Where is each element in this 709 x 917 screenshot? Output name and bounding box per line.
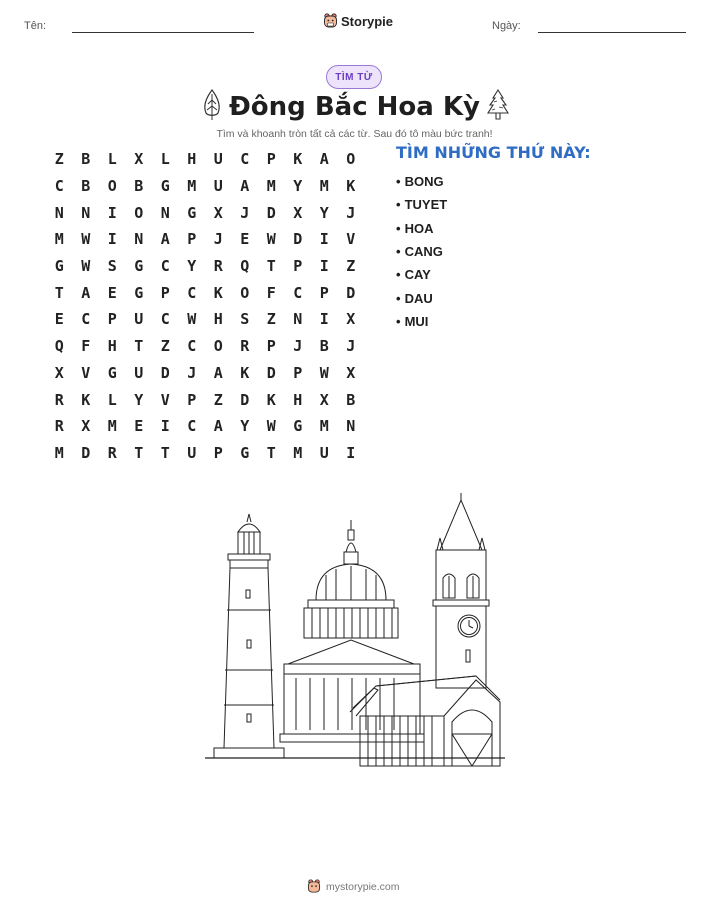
grid-letter: V [160, 390, 170, 409]
grid-letter: U [134, 363, 144, 382]
grid-letter: K [240, 363, 250, 382]
grid-letter: U [213, 150, 223, 169]
grid-letter: T [54, 283, 64, 302]
brand-name: Storypie [341, 14, 394, 29]
grid-letter: C [54, 177, 64, 196]
grid-letter: Z [346, 257, 356, 276]
grid-letter: I [160, 417, 170, 436]
grid-letter: R [213, 257, 223, 276]
footer [307, 879, 400, 895]
date-line [538, 32, 686, 33]
grid-letter: Y [240, 417, 250, 436]
grid-letter: V [81, 363, 91, 382]
grid-letter: A [213, 417, 223, 436]
grid-letter: T [266, 257, 276, 276]
word-item: • CANG [396, 240, 447, 263]
grid-letter: X [81, 417, 91, 436]
grid-letter: Y [293, 177, 303, 196]
grid-letter: U [134, 310, 144, 329]
grid-letter: W [81, 230, 91, 249]
grid-letter: O [240, 283, 250, 302]
grid-letter: B [81, 150, 91, 169]
footer-url: mystorypie.com [326, 881, 400, 893]
page-title: Đông Bắc Hoa Kỳ [229, 92, 480, 122]
word-item: • HOA [396, 217, 447, 240]
grid-letter: W [266, 230, 276, 249]
grid-letter: I [319, 230, 329, 249]
grid-letter: Q [54, 337, 64, 356]
grid-letter: Y [319, 203, 329, 222]
grid-letter: K [346, 177, 356, 196]
grid-letter: T [160, 443, 170, 462]
grid-letter: M [319, 417, 329, 436]
grid-letter: B [81, 177, 91, 196]
grid-letter: A [240, 177, 250, 196]
storypie-logo-icon [323, 13, 338, 30]
grid-letter: O [213, 337, 223, 356]
grid-letter: X [346, 310, 356, 329]
grid-letter: R [240, 337, 250, 356]
grid-letter: P [266, 337, 276, 356]
grid-letter: D [293, 230, 303, 249]
grid-letter: L [107, 390, 117, 409]
grid-letter: A [81, 283, 91, 302]
grid-letter: R [54, 390, 64, 409]
grid-letter: I [107, 230, 117, 249]
grid-letter: G [160, 177, 170, 196]
grid-letter: P [187, 390, 197, 409]
grid-letter: I [319, 257, 329, 276]
grid-letter: C [160, 310, 170, 329]
grid-letter: M [293, 443, 303, 462]
grid-letter: Q [240, 257, 250, 276]
grid-letter: G [293, 417, 303, 436]
grid-letter: M [266, 177, 276, 196]
word-item: • TUYET [396, 193, 447, 216]
lighthouse [214, 514, 284, 758]
letter-grid [46, 146, 364, 466]
grid-letter: M [319, 177, 329, 196]
grid-letter: B [134, 177, 144, 196]
grid-letter: K [266, 390, 276, 409]
name-line [72, 32, 254, 33]
word-item: • CAY [396, 263, 447, 286]
grid-letter: T [134, 337, 144, 356]
grid-letter: P [319, 283, 329, 302]
grid-letter: L [160, 150, 170, 169]
grid-letter: H [293, 390, 303, 409]
activity-badge: TÌM TỪ [326, 65, 382, 89]
grid-letter: E [134, 417, 144, 436]
grid-letter: O [346, 150, 356, 169]
grid-letter: P [293, 363, 303, 382]
grid-letter: S [240, 310, 250, 329]
grid-letter: J [213, 230, 223, 249]
grid-letter: M [54, 230, 64, 249]
grid-letter: X [213, 203, 223, 222]
grid-letter: N [346, 417, 356, 436]
grid-letter: D [160, 363, 170, 382]
grid-letter: E [54, 310, 64, 329]
grid-letter: H [213, 310, 223, 329]
grid-letter: V [346, 230, 356, 249]
brand-logo [323, 13, 393, 30]
grid-letter: X [319, 390, 329, 409]
grid-letter: Y [187, 257, 197, 276]
grid-letter: K [293, 150, 303, 169]
building-illustration [200, 490, 510, 775]
grid-letter: J [187, 363, 197, 382]
grid-letter: C [293, 283, 303, 302]
grid-letter: S [107, 257, 117, 276]
grid-letter: O [134, 203, 144, 222]
grid-letter: B [346, 390, 356, 409]
grid-letter: D [240, 390, 250, 409]
grid-letter: U [213, 177, 223, 196]
grid-letter: D [266, 203, 276, 222]
grid-letter: Y [134, 390, 144, 409]
grid-letter: H [107, 337, 117, 356]
grid-letter: C [187, 337, 197, 356]
capitol-building [280, 520, 424, 742]
grid-letter: N [81, 203, 91, 222]
grid-letter: B [319, 337, 329, 356]
word-item: • MUI [396, 310, 447, 333]
grid-letter: C [160, 257, 170, 276]
grid-letter: O [107, 177, 117, 196]
grid-letter: W [266, 417, 276, 436]
storypie-footer-icon [307, 879, 321, 895]
grid-letter: D [81, 443, 91, 462]
grid-letter: E [240, 230, 250, 249]
grid-letter: D [346, 283, 356, 302]
grid-letter: N [160, 203, 170, 222]
grid-letter: F [266, 283, 276, 302]
grid-letter: Z [213, 390, 223, 409]
grid-letter: U [187, 443, 197, 462]
grid-letter: C [240, 150, 250, 169]
grid-letter: J [346, 337, 356, 356]
grid-letter: C [187, 417, 197, 436]
grid-letter: P [293, 257, 303, 276]
grid-letter: Z [54, 150, 64, 169]
pine-tree-icon [485, 88, 511, 122]
grid-letter: G [134, 283, 144, 302]
clock-tower [433, 493, 489, 688]
grid-letter: L [107, 150, 117, 169]
grid-letter: U [319, 443, 329, 462]
grid-letter: I [319, 310, 329, 329]
grid-letter: G [54, 257, 64, 276]
grid-letter: N [293, 310, 303, 329]
grid-letter: A [213, 363, 223, 382]
word-item: • DAU [396, 286, 447, 309]
word-list [396, 170, 447, 333]
grid-letter: M [187, 177, 197, 196]
grid-letter: W [187, 310, 197, 329]
grid-letter: A [160, 230, 170, 249]
name-label: Tên: [24, 20, 47, 32]
grid-letter: P [187, 230, 197, 249]
grid-letter: J [293, 337, 303, 356]
covered-bridge [350, 676, 500, 766]
grid-letter: P [160, 283, 170, 302]
instructions: Tìm và khoanh tròn tất cả các từ. Sau đó tô màu bức tranh! [216, 128, 493, 140]
grid-letter: P [213, 443, 223, 462]
grid-letter: G [240, 443, 250, 462]
word-list-title: TÌM NHỮNG THỨ NÀY: [396, 143, 591, 162]
grid-letter: G [134, 257, 144, 276]
grid-letter: T [266, 443, 276, 462]
grid-letter: T [134, 443, 144, 462]
grid-letter: H [187, 150, 197, 169]
grid-letter: M [54, 443, 64, 462]
grid-letter: W [81, 257, 91, 276]
grid-letter: A [319, 150, 329, 169]
grid-letter: J [346, 203, 356, 222]
grid-letter: W [319, 363, 329, 382]
grid-letter: P [107, 310, 117, 329]
grid-letter: J [240, 203, 250, 222]
grid-letter: X [293, 203, 303, 222]
date-label: Ngày: [492, 20, 521, 32]
grid-letter: F [81, 337, 91, 356]
grid-letter: G [187, 203, 197, 222]
grid-letter: X [54, 363, 64, 382]
grid-letter: Z [160, 337, 170, 356]
grid-letter: C [187, 283, 197, 302]
grid-letter: R [54, 417, 64, 436]
grid-letter: G [107, 363, 117, 382]
grid-letter: C [81, 310, 91, 329]
grid-letter: R [107, 443, 117, 462]
grid-letter: P [266, 150, 276, 169]
grid-letter: K [81, 390, 91, 409]
grid-letter: K [213, 283, 223, 302]
grid-letter: I [107, 203, 117, 222]
grid-letter: D [266, 363, 276, 382]
grid-letter: Z [266, 310, 276, 329]
grid-letter: I [346, 443, 356, 462]
word-item: • BONG [396, 170, 447, 193]
grid-letter: E [107, 283, 117, 302]
grid-letter: N [134, 230, 144, 249]
grid-letter: X [346, 363, 356, 382]
grid-letter: N [54, 203, 64, 222]
grid-letter: M [107, 417, 117, 436]
grid-letter: X [134, 150, 144, 169]
